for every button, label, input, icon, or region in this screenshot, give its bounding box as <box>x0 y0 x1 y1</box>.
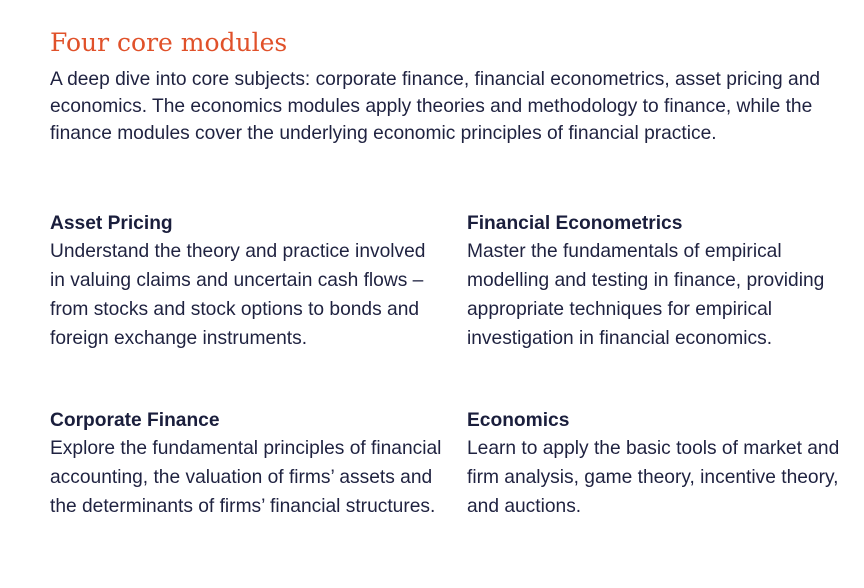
module-description: Explore the fundamental principles of financial accounting, the valuation of firms’ assets and the determinants of firms’ financial structures. <box>50 438 442 517</box>
module-description: Learn to apply the basic tools of market and firm analysis, game theory, incentive theory, and auctions. <box>467 438 840 517</box>
module-description: Master the fundamentals of empirical modelling and testing in finance, providing appropriate techniques for empirical investigation in financial economics. <box>467 241 825 349</box>
intro-paragraph: A deep dive into core subjects: corporate finance, financial econometrics, asset pricing and economics. The economics modules apply theories and methodology to finance, while the finance modules cover the underlying economic principles of financial practice. <box>50 69 821 144</box>
module-heading: Corporate Finance <box>50 410 220 431</box>
module-economics <box>467 408 862 521</box>
page-title: Four core modules <box>50 28 288 57</box>
module-corporate-finance <box>50 408 445 521</box>
module-heading: Financial Econometrics <box>467 213 683 234</box>
module-heading: Asset Pricing <box>50 213 173 234</box>
module-asset-pricing <box>50 211 445 353</box>
module-description: Understand the theory and practice involved in valuing claims and uncertain cash flows – from stocks and stock options to bonds and foreign exchange instruments. <box>50 241 426 349</box>
module-heading: Economics <box>467 410 570 431</box>
module-financial-econometrics <box>467 211 862 353</box>
